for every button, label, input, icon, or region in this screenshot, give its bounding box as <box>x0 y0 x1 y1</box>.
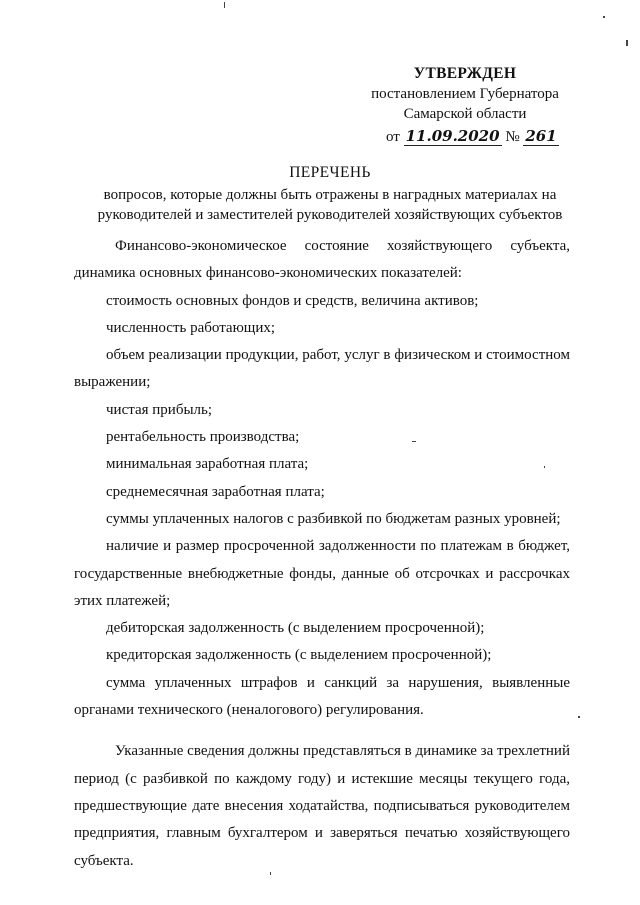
document-body <box>74 233 570 875</box>
list-item: среднемесячная заработная плата; <box>106 483 325 500</box>
paragraph-closing: Указанные сведения должны представляться в динамике за трехлетний период (с разбивкой по каждому году) и истекшие месяцы текущего года, предшествующие дате внесения ходатайства, подписываться руководителем предприятия, главным бухгалтером и заверяться печатью хозяйствующего субъекта. <box>74 743 570 869</box>
title-heading: ПЕРЕЧЕНЬ <box>289 164 371 181</box>
title-subtitle-1: вопросов, которые должны быть отражены в наградных материалах на <box>103 187 557 203</box>
list-item: рентабельность производства; <box>106 429 300 446</box>
title-subtitle-2: руководителей и заместителей руководителей хозяйствующих субъектов <box>97 207 563 223</box>
paragraph-intro: Финансово-экономическое состояние хозяйствующего субъекта, динамика основных финансово-экономических показателей: <box>74 238 570 282</box>
list-item: кредиторская задолженность (с выделением просроченной); <box>106 647 492 664</box>
approval-heading: УТВЕРЖДЕН <box>413 65 517 82</box>
scan-speck <box>626 40 628 46</box>
scan-speck <box>603 16 605 18</box>
document-title <box>60 163 600 225</box>
list-item: объем реализации продукции, работ, услуг в физическом и стоимостном выражении; <box>74 347 570 391</box>
list-item: сумма уплаченных штрафов и санкций за нарушения, выявленные органами технического (неналогового) регулирования. <box>74 674 570 719</box>
list-item: минимальная заработная плата; <box>106 456 309 473</box>
number-prefix: № <box>505 129 520 145</box>
list-item: наличие и размер просроченной задолженности по платежам в бюджет, государственные внебюджетные фонды, данные об отсрочках и рассрочках этих платежей; <box>74 538 570 609</box>
date-prefix: от <box>386 129 400 145</box>
scan-speck <box>544 466 545 468</box>
list-item: суммы уплаченных налогов с разбивкой по бюджетам разных уровней; <box>106 510 561 527</box>
approval-reference <box>360 126 570 147</box>
approval-line2: Самарской области <box>403 106 527 122</box>
scan-speck <box>270 872 271 875</box>
approval-line1: постановлением Губернатора <box>371 86 559 102</box>
list-item: дебиторская задолженность (с выделением просроченной); <box>106 620 485 637</box>
scan-speck <box>412 441 416 442</box>
handwritten-date: 11.09.2020 <box>405 127 500 145</box>
handwritten-number: 261 <box>525 127 557 145</box>
scan-speck <box>578 716 580 718</box>
list-item: численность работающих; <box>106 319 276 336</box>
scan-speck <box>224 2 225 8</box>
approval-stamp <box>360 64 570 147</box>
list-item: чистая прибыль; <box>106 401 213 418</box>
list-item: стоимость основных фондов и средств, величина активов; <box>106 292 479 309</box>
